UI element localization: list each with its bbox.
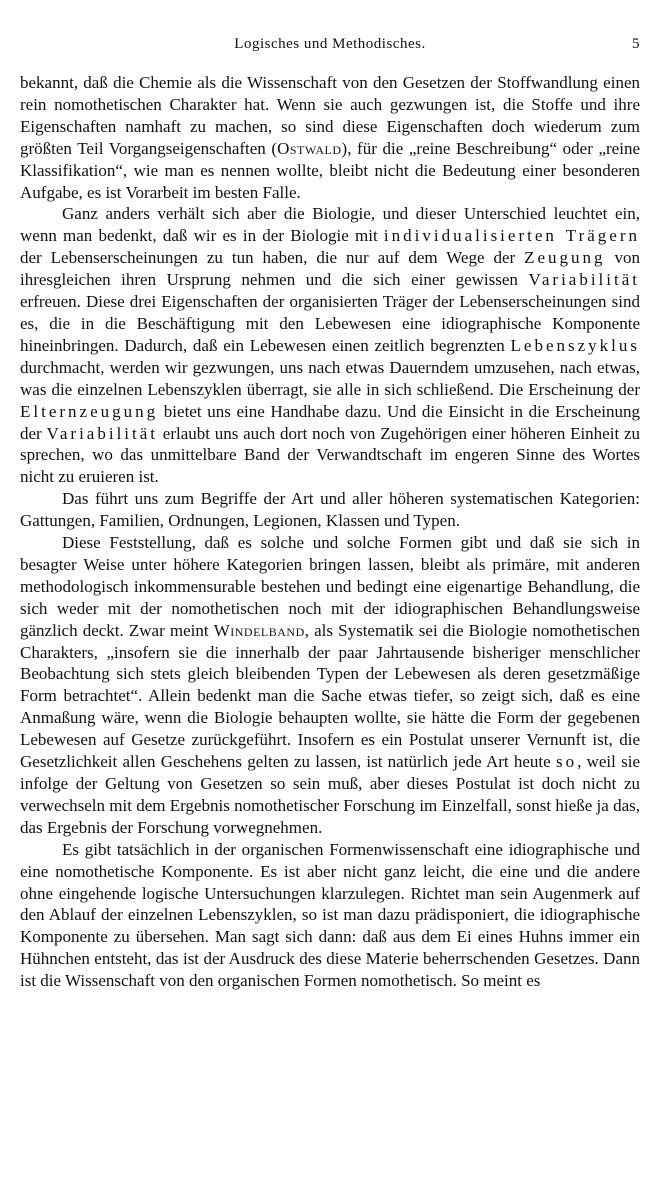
text-run: erfreuen. Diese drei Eigenschaften der organisierten Träger der Lebenserscheinungen sind es, die in die Beschäftigung mit den Lebewesen eine idiographische Komponente hineinbringen. Dadurch, daß ein Lebewesen einen zeitlich begrenzten bbox=[20, 292, 640, 355]
running-header bbox=[20, 28, 640, 54]
text-run: durchmacht, werden wir gezwungen, uns nach etwas Dauerndem umzusehen, nach etwas, was die einzelnen Lebenszyklen überragt, sie alle in sich schließend. Die Erscheinung der bbox=[20, 357, 640, 399]
emphasis-spaced: Zeugung bbox=[524, 248, 606, 268]
text-run: ), für die „reine Beschreibung“ oder „reine Klassifikation“, wie man es nennen wollte, bleibt nicht die Bedeutung einer besonderen Aufgabe, es ist Vorarbeit im besten Falle. bbox=[20, 138, 640, 202]
author-name-ostwald: Ostwald bbox=[277, 138, 342, 158]
text-run: Diese Feststellung, daß es solche und solche Formen gibt und daß sie sich in besagter Weise unter höhere Kategorien bringen lassen, bleibt als primäre, mit anderen methodologisch inkommensurable bestehen und bedingt eine eigenartige Behandlung, die sich weder mit der nomothetischen noch mit der idiographischen Behandlungsweise gänzlich deckt. Zwar meint bbox=[20, 533, 640, 640]
text-run: Das führt uns zum Begriffe der Art und aller höheren systematischen Kategorien: Gattungen, Familien, Ordnungen, Legionen, Klassen und Typen. bbox=[20, 489, 640, 531]
text-run: bietet uns eine Handhabe dazu. Und die Einsicht in die Erscheinung der bbox=[20, 401, 640, 443]
page-number: 5 bbox=[632, 36, 640, 52]
running-title: Logisches und Methodisches. bbox=[234, 36, 426, 52]
emphasis-spaced: Variabilität bbox=[46, 423, 159, 443]
text-run: , weil sie infolge der Geltung von Gesetzen so sein muß, aber dieses Postulat ist doch nicht zu verwechseln mit dem Ergebnis nomothetischer Forschung im Einzelfall, sonst hieße ja das, das Ergebnis der Forschung vorwegnehmen. bbox=[20, 752, 640, 837]
emphasis-spaced: so bbox=[555, 752, 578, 772]
paragraph-2 bbox=[20, 203, 640, 488]
emphasis-spaced: individualisierten Trägern bbox=[383, 226, 640, 246]
paragraph-4 bbox=[20, 532, 640, 839]
text-run: der Lebenserscheinungen zu tun haben, die nur auf dem Wege der bbox=[20, 248, 525, 268]
paragraph-3 bbox=[20, 488, 640, 532]
text-run: bekannt, daß die Chemie als die Wissenschaft von den Gesetzen der Stoffwandlung einen rein nomothetischen Charakter hat. Wenn sie auch gezwungen ist, die Stoffe und ihre Eigenschaften namhaft zu machen, so sind diese Eigenschaften doch wiederum zum größten Teil Vorgangseigenschaften ( bbox=[20, 73, 640, 158]
emphasis-spaced: Variabilität bbox=[528, 270, 640, 290]
text-run: Es gibt tatsächlich in der organischen Formenwissenschaft eine idiographische und eine nomothetische Komponente. Es ist aber nicht ganz leicht, die eine und die andere ohne eingehende logische Untersuchungen klarzulegen. Richtet man sein Augenmerk auf den Ablauf der einzelnen Lebenszyklen, so ist man dazu prädisponiert, die idiographische Komponente zu übersehen. Man sagt sich dann: daß aus dem Ei eines Huhns immer ein Hühnchen entsteht, das ist der Ausdruck des diese Materie beherrschenden Gesetzes. Dann ist die Wissenschaft von den organischen Formen nomothetisch. So meint es bbox=[20, 839, 640, 991]
emphasis-spaced: Lebenszyklus bbox=[510, 335, 640, 355]
paragraph-1 bbox=[20, 72, 640, 203]
author-name-windelband: Windelband bbox=[213, 620, 305, 640]
text-run: erlaubt uns auch dort noch von Zugehörigen einer höheren Einheit zu sprechen, wo das unmittelbare Band der Verwandtschaft im engeren Sinne des Wortes nicht zu eruieren ist. bbox=[20, 423, 640, 487]
book-page bbox=[20, 28, 640, 992]
body-text bbox=[20, 72, 640, 992]
emphasis-spaced: Elternzeugung bbox=[20, 401, 159, 421]
text-run: von ihresgleichen ihren Ursprung nehmen und die sich einer gewissen bbox=[20, 248, 640, 290]
text-run: , als Systematik sei die Biologie nomothetischen Charakters, „insofern sie die innerhalb der paar Jahrtausende bisheriger menschlicher Beobachtung sich stets gleich bleibenden Typen der Lebewesen als deren gesetzmäßige Form betrachtet“. Allein bedenkt man die Sache etwas tiefer, so zeigt sich, daß es eine Anmaßung wäre, wenn die Biologie behaupten wollte, sie hätte die Form der gegebenen Lebewesen auf Gesetze zurückgeführt. Insofern es ein Postulat unserer Vernunft ist, die Gesetzlichkeit allen Geschehens gelten zu lassen, ist natürlich jede Art heute bbox=[20, 620, 640, 772]
paragraph-5 bbox=[20, 839, 640, 992]
text-run: Ganz anders verhält sich aber die Biologie, und dieser Unterschied leuchtet ein, wenn man bedenkt, daß wir es in der Biologie mit bbox=[20, 204, 640, 246]
